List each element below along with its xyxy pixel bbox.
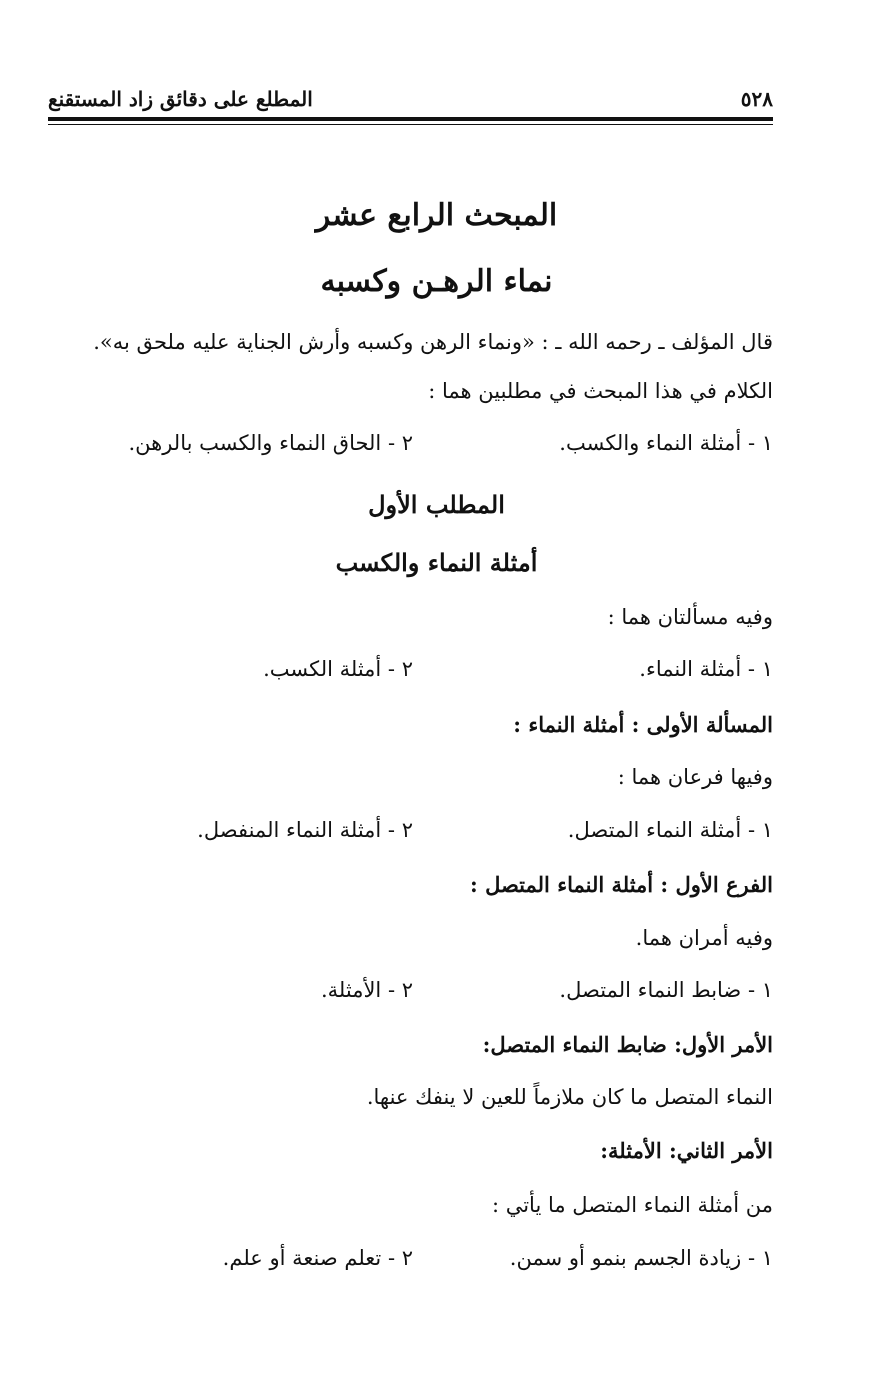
chapter-title: المبحث الرابع عشر bbox=[315, 198, 558, 233]
section-item-2: ٢ - أمثلة الكسب. bbox=[263, 657, 413, 681]
branch-item-2: ٢ - الأمثلة. bbox=[320, 978, 413, 1002]
matter2-item-2: ٢ - تعلم صنعة أو علم. bbox=[222, 1246, 413, 1270]
running-header-title: المطلع على دقائق زاد المستقنع bbox=[48, 87, 313, 111]
author-quote: قال المؤلف ـ رحمه الله ـ : «ونماء الرهن وكسبه وأرش الجناية عليه ملحق به». bbox=[93, 330, 773, 354]
issue-item-1: ١ - أمثلة النماء المتصل. bbox=[567, 818, 773, 842]
matter1-heading: الأمر الأول: ضابط النماء المتصل: bbox=[482, 1032, 773, 1057]
issue-heading: المسألة الأولى : أمثلة النماء : bbox=[513, 712, 773, 737]
branch-item-1: ١ - ضابط النماء المتصل. bbox=[559, 978, 773, 1002]
branch-lead: وفيه أمران هما. bbox=[635, 926, 773, 950]
intro-item-2: ٢ - الحاق النماء والكسب بالرهن. bbox=[128, 431, 413, 455]
header-rule-thick bbox=[48, 117, 773, 121]
branch-heading: الفرع الأول : أمثلة النماء المتصل : bbox=[470, 872, 773, 897]
matter2-lead: من أمثلة النماء المتصل ما يأتي : bbox=[491, 1193, 773, 1217]
page-number: ٥٢٨ bbox=[740, 87, 773, 111]
issue-item-2: ٢ - أمثلة النماء المنفصل. bbox=[197, 818, 413, 842]
section-item-1: ١ - أمثلة النماء. bbox=[639, 657, 773, 681]
header-rule-thin bbox=[48, 124, 773, 125]
section-lead: وفيه مسألتان هما : bbox=[607, 605, 773, 629]
intro-item-1: ١ - أمثلة النماء والكسب. bbox=[559, 431, 773, 455]
section-subtitle: أمثلة النماء والكسب bbox=[335, 548, 538, 577]
matter1-text: النماء المتصل ما كان ملازماً للعين لا ينفك عنها. bbox=[366, 1085, 773, 1109]
section-title: المطلب الأول bbox=[368, 490, 505, 519]
issue-lead: وفيها فرعان هما : bbox=[617, 765, 773, 789]
matter2-item-1: ١ - زيادة الجسم بنمو أو سمن. bbox=[509, 1246, 773, 1270]
chapter-subject: نماء الرهـن وكسبه bbox=[320, 264, 553, 299]
matter2-heading: الأمر الثاني: الأمثلة: bbox=[600, 1138, 773, 1163]
intro-lead: الكلام في هذا المبحث في مطلبين هما : bbox=[428, 379, 773, 403]
